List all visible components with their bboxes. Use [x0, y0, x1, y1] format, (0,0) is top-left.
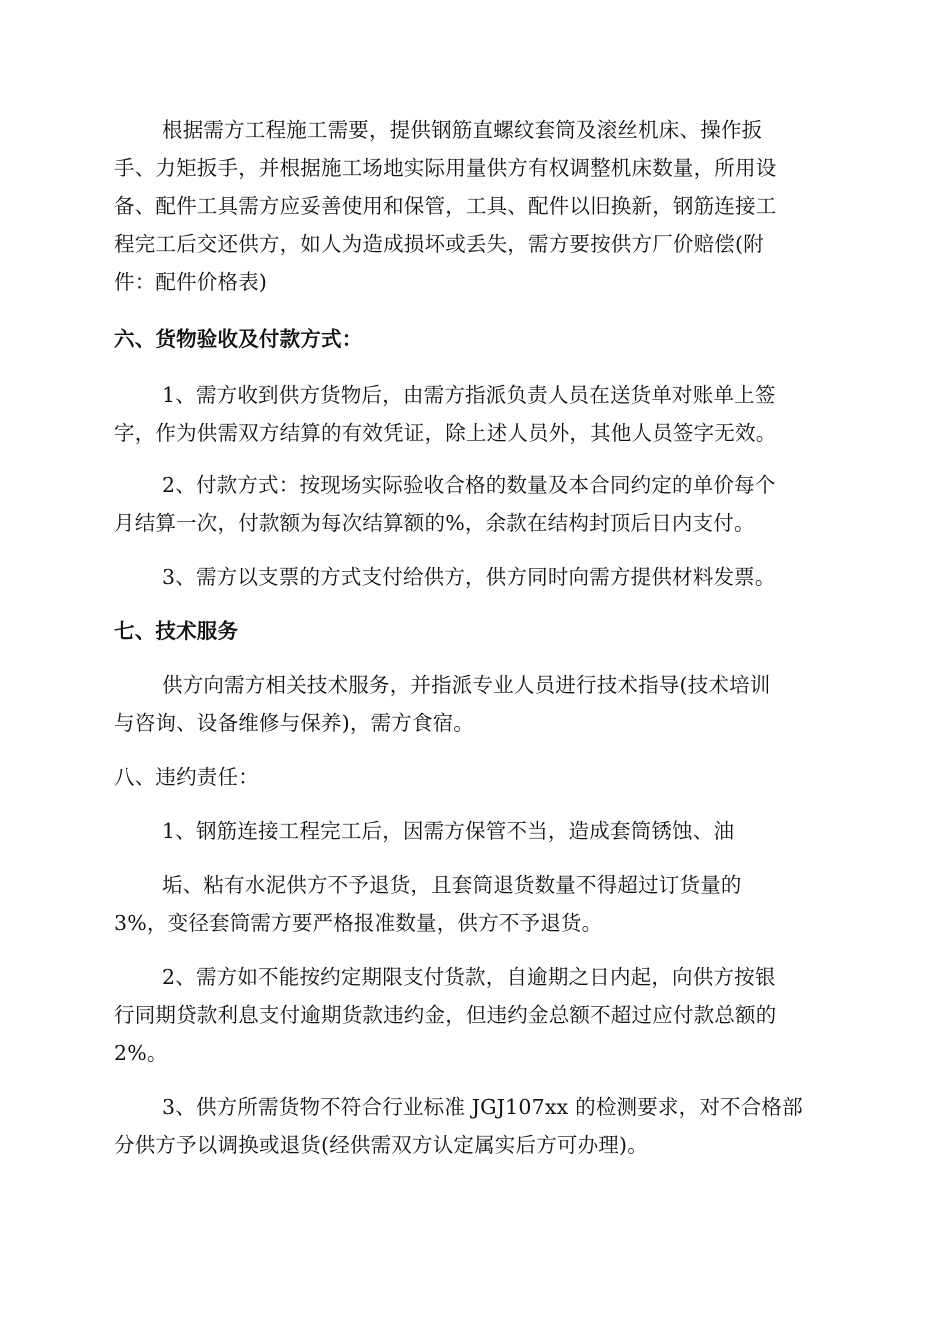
intro-paragraph-line-2: 手、力矩扳手，并根据施工场地实际用量供方有权调整机床数量，所用设: [114, 156, 777, 180]
section-7-heading: 七、技术服务: [114, 619, 239, 643]
section-8-item-1-line-3: 3%，变径套筒需方要严格报准数量，供方不予退货。: [114, 911, 603, 935]
section-7-body-line-1: 供方向需方相关技术服务，并指派专业人员进行技术指导(技术培训: [162, 673, 771, 697]
section-8-item-3-line-1: 3、供方所需货物不符合行业标准 JGJ107xx 的检测要求，对不合格部: [162, 1095, 803, 1119]
section-6-item-1-line-1: 1、需方收到供方货物后，由需方指派负责人员在送货单对账单上签: [162, 383, 776, 407]
section-6-item-3-line-1: 3、需方以支票的方式支付给供方，供方同时向需方提供材料发票。: [162, 565, 776, 589]
intro-paragraph-line-1: 根据需方工程施工需要，提供钢筋直螺纹套筒及滚丝机床、操作扳: [162, 118, 763, 142]
section-6-item-1-line-2: 字，作为供需双方结算的有效凭证，除上述人员外，其他人员签字无效。: [114, 421, 777, 445]
section-6-item-2-line-2: 月结算一次，付款额为每次结算额的%，余款在结构封顶后日内支付。: [114, 511, 755, 535]
section-8-heading: 八、违约责任：: [114, 765, 259, 789]
section-8-item-2-line-2: 行同期贷款利息支付逾期货款违约金，但违约金总额不超过应付款总额的: [114, 1003, 777, 1027]
section-8-item-3-line-2: 分供方予以调换或退货(经供需双方认定属实后方可办理)。: [114, 1133, 648, 1157]
section-8-item-1-line-2: 垢、粘有水泥供方不予退货，且套筒退货数量不得超过订货量的: [162, 873, 742, 897]
section-6-item-2-line-1: 2、付款方式：按现场实际验收合格的数量及本合同约定的单价每个: [162, 473, 776, 497]
intro-paragraph-line-5: 件：配件价格表): [114, 270, 268, 294]
section-8-item-1-line-1: 1、钢筋连接工程完工后，因需方保管不当，造成套筒锈蚀、油: [162, 819, 735, 843]
intro-paragraph-line-4: 程完工后交还供方，如人为造成损坏或丢失，需方要按供方厂价赔偿(附: [114, 232, 764, 256]
section-6-heading: 六、货物验收及付款方式：: [114, 327, 363, 351]
section-8-item-2-line-3: 2%。: [114, 1041, 168, 1065]
section-8-item-2-line-1: 2、需方如不能按约定期限支付货款，自逾期之日内起，向供方按银: [162, 965, 776, 989]
intro-paragraph-line-3: 备、配件工具需方应妥善使用和保管，工具、配件以旧换新，钢筋连接工: [114, 194, 777, 218]
section-7-body-line-2: 与咨询、设备维修与保养)，需方食宿。: [114, 711, 475, 735]
